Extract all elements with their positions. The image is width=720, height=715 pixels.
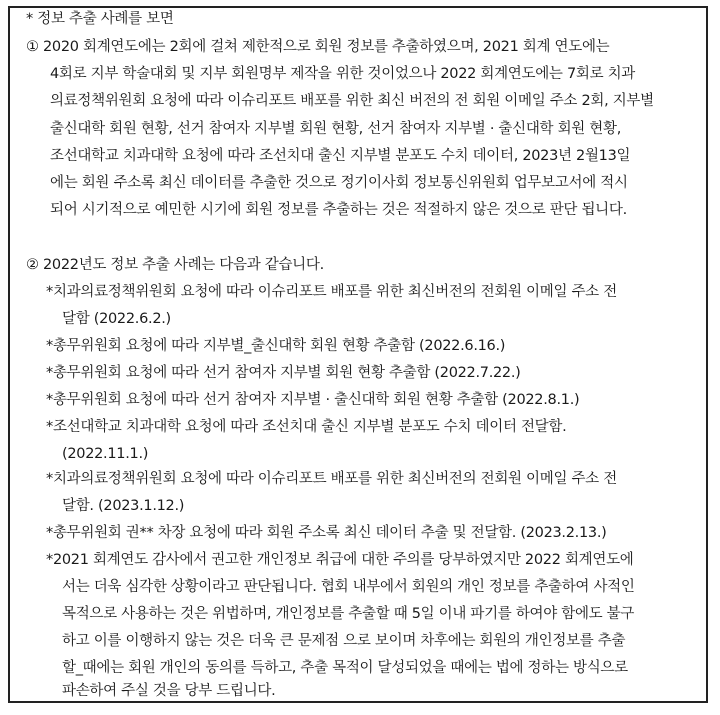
section2-line: *조선대학교 치과대학 요청에 따라 조선치대 출신 지부별 분포도 수치 데이터 전달함.	[46, 419, 567, 435]
section2-line: *치과의료정책위원회 요청에 따라 이슈리포트 배포를 위한 최신버전의 전회원 이메일 주소 전	[46, 471, 617, 487]
section1-line: 되어 시기적으로 예민한 시기에 회원 정보를 추출하는 것은 적절하지 않은 것으로 판단 됩니다.	[50, 202, 627, 218]
section2-line: *총무위원회 요청에 따라 지부별_출신대학 회원 현황 추출함 (2022.6.16.)	[46, 338, 506, 354]
section2-line: 달함 (2022.6.2.)	[62, 311, 171, 327]
section2-line: 달함. (2023.1.12.)	[62, 498, 185, 514]
section2-line: 목적으로 사용하는 것은 위법하며, 개인정보를 추출할 때 5일 이내 파기를 하여야 함에도 불구	[62, 606, 635, 622]
section1-line: 에는 회원 주소록 최신 데이터를 추출한 것으로 정기이사회 정보통신위원회 업무보고서에 적시	[50, 175, 628, 191]
section1-line: 의료정책위원회 요청에 따라 이슈리포트 배포를 위한 최신 버전의 전 회원 이메일 주소 2회, 지부별	[50, 93, 654, 109]
section1-line: 출신대학 회원 현황, 선거 참여자 지부별 회원 현황, 선거 참여자 지부별 · 출신대학 회원 현황,	[50, 121, 622, 137]
heading: * 정보 추출 사례를 보면	[26, 11, 174, 27]
section2-line: 하고 이를 이행하지 않는 것은 더욱 큰 문제점 으로 보이며 차후에는 회원의 개인정보를 추출	[62, 633, 626, 649]
section2-intro: ② 2022년도 정보 추출 사례는 다음과 같습니다.	[26, 257, 324, 273]
section1-line: 4회로 지부 학술대회 및 지부 회원명부 제작을 위한 것이었으나 2022 회계연도에는 7회로 치과	[50, 66, 636, 82]
section2-line: *총무위원회 요청에 따라 선거 참여자 지부별 회원 현황 추출함 (2022.7.22.)	[46, 365, 521, 381]
section2-line: (2022.11.1.)	[62, 446, 149, 462]
section2-line: 할_때에는 회원 개인의 동의를 득하고, 추출 목적이 달성되었을 때에는 법에 정하는 방식으로	[62, 660, 628, 676]
section2-line: *2021 회계연도 감사에서 권고한 개인정보 취급에 대한 주의를 당부하였지만 2022 회계연도에	[46, 552, 634, 568]
section2-line: *치과의료정책위원회 요청에 따라 이슈리포트 배포를 위한 최신버전의 전회원 이메일 주소 전	[46, 284, 617, 300]
section2-line: 서는 더욱 심각한 상황이라고 판단됩니다. 협회 내부에서 회원의 개인 정보를 추출하여 사적인	[62, 579, 635, 595]
section1-line: ① 2020 회계연도에는 2회에 걸쳐 제한적으로 회원 정보를 추출하였으며, 2021 회계 연도에는	[26, 39, 610, 55]
section2-line: *총무위원회 권** 차장 요청에 따라 회원 주소록 최신 데이터 추출 및 전달함. (2023.2.13.)	[46, 525, 607, 541]
section1-line: 조선대학교 치과대학 요청에 따라 조선치대 출신 지부별 분포도 수치 데이터, 2023년 2월13일	[50, 148, 631, 164]
section2-line: *총무위원회 요청에 따라 선거 참여자 지부별 · 출신대학 회원 현황 추출함 (2022.8.1.)	[46, 392, 580, 408]
section2-line: 파손하여 주실 것을 당부 드립니다.	[62, 683, 276, 699]
